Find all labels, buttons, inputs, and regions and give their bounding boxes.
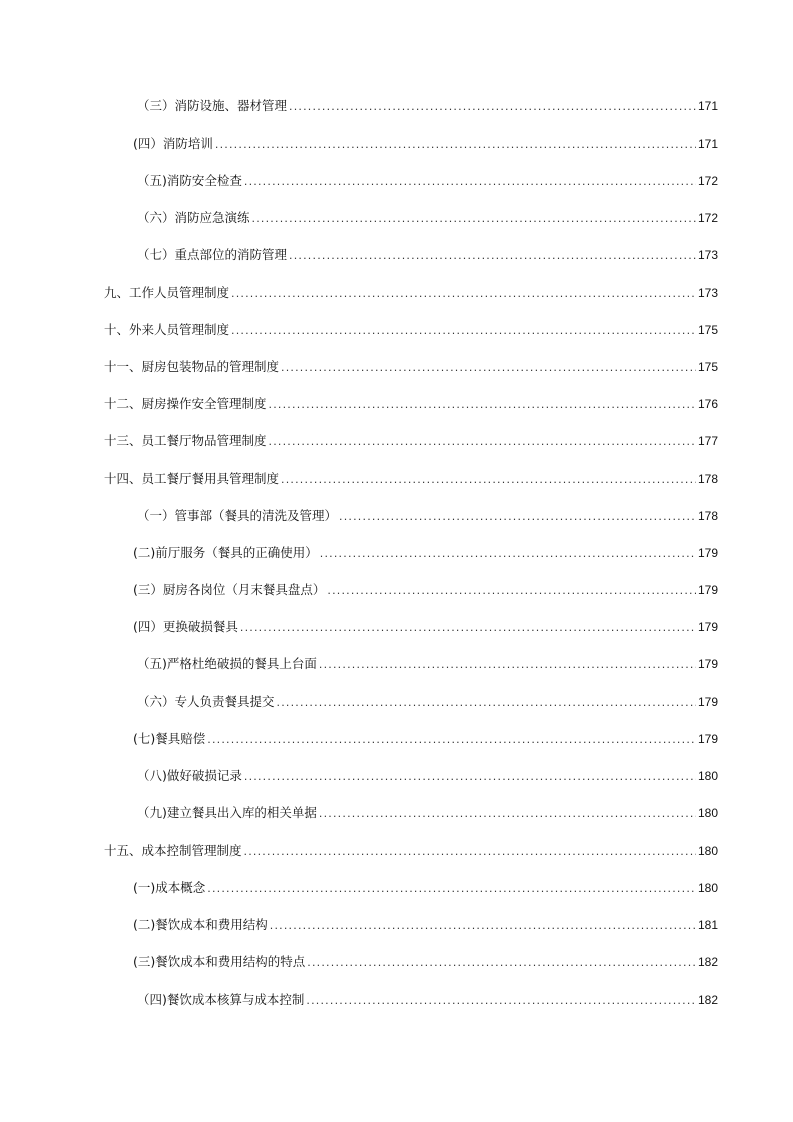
toc-entry-title: （七）重点部位的消防管理	[137, 247, 288, 262]
toc-entry[interactable]	[133, 617, 718, 637]
toc-page-number: 173	[697, 248, 718, 262]
toc-dot-leader	[307, 953, 696, 973]
toc-entry-title: （八)做好破损记录	[137, 768, 242, 783]
toc-dot-leader	[244, 767, 696, 787]
toc-entry-title: (一)成本概念	[133, 880, 206, 895]
toc-page-number: 178	[697, 472, 718, 486]
toc-entry[interactable]	[133, 915, 718, 935]
toc-entry-title: （五)消防安全检查	[137, 173, 242, 188]
toc-dot-leader	[281, 470, 696, 490]
toc-dot-leader	[231, 284, 696, 304]
toc-entry[interactable]	[137, 171, 718, 191]
toc-dot-leader	[207, 879, 696, 899]
toc-page-number: 171	[697, 137, 718, 151]
toc-entry[interactable]	[104, 357, 718, 377]
toc-page-number: 180	[697, 769, 718, 783]
toc-entry-title: (四）消防培训	[133, 136, 213, 151]
toc-dot-leader	[319, 804, 696, 824]
toc-dot-leader	[327, 581, 696, 601]
toc-entry[interactable]	[133, 729, 718, 749]
toc-page-number: 182	[697, 955, 718, 969]
toc-entry-title: 十一、厨房包装物品的管理制度	[104, 359, 280, 374]
toc-dot-leader	[240, 618, 696, 638]
toc-entry[interactable]	[137, 245, 718, 265]
toc-entry-title: （一）管事部（餐具的清洗及管理）	[137, 508, 338, 523]
toc-entry[interactable]	[133, 543, 718, 563]
toc-dot-leader	[252, 209, 696, 229]
toc-page-number: 180	[697, 881, 718, 895]
toc-page-number: 172	[697, 174, 718, 188]
toc-page-number: 179	[697, 546, 718, 560]
toc-dot-leader	[231, 321, 696, 341]
toc-entry[interactable]	[137, 96, 718, 116]
toc-page-number: 177	[697, 434, 718, 448]
toc-entry[interactable]	[104, 320, 718, 340]
toc-page-number: 178	[697, 509, 718, 523]
toc-entry-title: 十三、员工餐厅物品管理制度	[104, 433, 267, 448]
toc-entry-title: (三)餐饮成本和费用结构的特点	[133, 954, 306, 969]
toc-dot-leader	[207, 730, 696, 750]
toc-dot-leader	[269, 432, 696, 452]
toc-entry[interactable]	[133, 878, 718, 898]
toc-entry[interactable]	[104, 469, 718, 489]
toc-page-number: 173	[697, 286, 718, 300]
toc-dot-leader	[289, 97, 696, 117]
toc-entry-title: (二)餐饮成本和费用结构	[133, 917, 268, 932]
toc-entry-title: （六）消防应急演练	[137, 210, 250, 225]
toc-dot-leader	[319, 655, 696, 675]
toc-page-number: 182	[697, 993, 718, 1007]
toc-entry-title: 十二、厨房操作安全管理制度	[104, 396, 267, 411]
toc-entry-title: 九、工作人员管理制度	[104, 285, 230, 300]
toc-page-number: 179	[697, 657, 718, 671]
toc-dot-leader	[244, 842, 696, 862]
toc-entry-title: (四）更换破损餐具	[133, 619, 238, 634]
toc-dot-leader	[281, 358, 696, 378]
toc-dot-leader	[306, 991, 696, 1011]
toc-entry-title: 十五、成本控制管理制度	[104, 843, 242, 858]
toc-entry-title: 十、外来人员管理制度	[104, 322, 230, 337]
toc-dot-leader	[277, 693, 696, 713]
toc-entry-title: （九)建立餐具出入库的相关单据	[137, 805, 317, 820]
toc-page-number: 176	[697, 397, 718, 411]
toc-entry-title: （五)严格杜绝破损的餐具上台面	[137, 656, 317, 671]
toc-page-number: 181	[697, 918, 718, 932]
toc-entry[interactable]	[133, 952, 718, 972]
toc-page-number: 179	[697, 620, 718, 634]
toc-entry[interactable]	[137, 766, 718, 786]
toc-dot-leader	[215, 135, 696, 155]
toc-entry[interactable]	[133, 134, 718, 154]
toc-dot-leader	[244, 172, 696, 192]
toc-entry-title: （三）消防设施、器材管理	[137, 98, 288, 113]
toc-page-number: 175	[697, 323, 718, 337]
toc-entry-title: (二)前厅服务（餐具的正确使用）	[133, 545, 318, 560]
toc-entry[interactable]	[104, 394, 718, 414]
toc-entry-title: （四)餐饮成本核算与成本控制	[137, 992, 305, 1007]
toc-entry[interactable]	[104, 841, 718, 861]
toc-dot-leader	[270, 916, 696, 936]
toc-entry-title: （六）专人负责餐具提交	[137, 694, 275, 709]
toc-page-number: 179	[697, 583, 718, 597]
toc-entry[interactable]	[137, 654, 718, 674]
toc-entry[interactable]	[133, 580, 718, 600]
toc-entry[interactable]	[104, 283, 718, 303]
toc-entry[interactable]	[137, 692, 718, 712]
toc-page-number: 179	[697, 695, 718, 709]
toc-dot-leader	[269, 395, 696, 415]
toc-entry-title: 十四、员工餐厅餐用具管理制度	[104, 471, 280, 486]
toc-entry[interactable]	[104, 431, 718, 451]
toc-page-number: 172	[697, 211, 718, 225]
toc-entry[interactable]	[137, 506, 718, 526]
toc-dot-leader	[339, 507, 696, 527]
toc-page-number: 180	[697, 806, 718, 820]
toc-entry-title: (七)餐具赔偿	[133, 731, 206, 746]
toc-dot-leader	[289, 246, 696, 266]
toc-page-number: 179	[697, 732, 718, 746]
toc-entry[interactable]	[137, 990, 718, 1010]
toc-page-number: 180	[697, 844, 718, 858]
toc-entry-title: (三）厨房各岗位（月末餐具盘点）	[133, 582, 326, 597]
toc-entry[interactable]	[137, 208, 718, 228]
toc-dot-leader	[320, 544, 696, 564]
toc-page-number: 175	[697, 360, 718, 374]
toc-entry[interactable]	[137, 803, 718, 823]
toc-page-number: 171	[697, 99, 718, 113]
